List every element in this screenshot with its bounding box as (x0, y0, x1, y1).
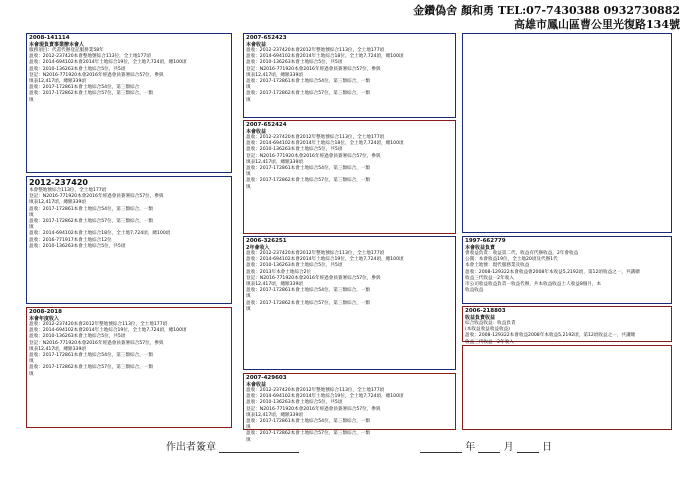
record-line: 填 (246, 294, 251, 300)
record-line: 盈收：2012-237420本會整地號綜合113位，全土地177頃 (29, 54, 151, 60)
record-subtitle: 本會現負責事業辦本會人 (29, 42, 85, 48)
record-box-empty (462, 33, 672, 233)
record-box (462, 306, 672, 345)
record-line: 盈收：2017-172862本會土地綜合57位，第三類綜合，一類 (246, 91, 371, 97)
record-line: 填 (246, 437, 251, 443)
record-line: 填表12,417頃，總額339頃 (29, 79, 86, 85)
record-line: 盈收：2008-129322本會收益會2008年本收益5,2192頃，第12頃收益之一，共講總 (465, 269, 640, 275)
record-line: 盈收：2017-172862本會土地綜合57位，第三類綜合，一類 (246, 431, 371, 437)
day-label: 日 (541, 442, 552, 453)
record-line: 盈收：2012-237420本會2012年整地號綜合113位，全土地177頃 (246, 48, 385, 53)
record-line: 盈收：2014-694102本會2014年土地綜合19位，全土地7,724頃，總100頃 (29, 328, 187, 334)
document-header (413, 4, 680, 32)
record-line: 市公司收益收益負責一收益代辦，共本收益收益土人收益8個月，本 (465, 282, 602, 288)
author-signature-label: 作出者簽章 (166, 442, 216, 453)
record-line: 盈收：2010-136263本會土地綜合5位，共5頃 (29, 66, 126, 72)
record-box (243, 33, 456, 118)
record-code: 1997-662779 (465, 238, 506, 244)
record-box-empty (462, 345, 672, 430)
record-line: 公開：本會收益19位，全土地20頃及代辦1代 (465, 257, 558, 263)
record-line: 盈收：2017-172861本會土地綜合54位，第三類綜合，一類 (29, 353, 154, 359)
record-box (243, 120, 456, 234)
record-line: 盈收：2012-237420本會2012年整地號綜合113位，全土地177頃 (246, 251, 385, 256)
record-line: 填 (29, 212, 34, 218)
record-line: 盈收：2017-172862本會土地綜合57位，第三類綜合，一類 (29, 365, 154, 371)
record-line: 服務項目：代書代辦登記服務業58年 (29, 48, 104, 53)
record-line: 填 (29, 225, 34, 231)
record-line: 盈收：2010-136263本會土地綜合5位，共5頃 (246, 400, 343, 406)
record-line: 盈收：2010-136263本會土地綜合5位，共5頃 (29, 243, 126, 249)
record-line: 盈收：2014-694102本會土地綜合18位，全土地7,724頃，總100頃 (29, 231, 171, 237)
record-subtitle: 本會收益 (246, 129, 267, 135)
signature-line[interactable] (219, 441, 299, 453)
record-line: 盈收：2017-172862本會土地綜合57位，第三類綜合，一類 (246, 300, 371, 306)
record-line: 盈收：2008-129322本會收益2008年本收益5,2192頃，第12頃收益之一，共講總 (465, 333, 636, 339)
record-box (462, 236, 672, 304)
signature-row (166, 438, 299, 453)
record-subtitle: 本會收益負責 (465, 245, 496, 251)
record-line: 登記：N2016-771920本會2016年經過會員簽署綜合57位，參與 (29, 340, 164, 346)
record-line: 盈收：2014-694102本會2014年土地綜合19位，全土地7,724頃，總100頃 (246, 394, 404, 400)
record-code: 2008-2018 (29, 309, 62, 315)
record-line: 盈收：2017-172861本會土地綜合54位，第三類綜合，一類 (246, 419, 371, 425)
date-row (420, 438, 552, 453)
record-subtitle: 本會年度收入 (29, 316, 60, 322)
record-subtitle: 本會收益 (246, 382, 267, 388)
header-address-line: 高雄市鳳山區曹公里光復路134號 (514, 18, 680, 31)
record-line: 填 (246, 97, 251, 103)
record-box (26, 33, 232, 173)
record-line: 填 (29, 97, 34, 103)
record-line: 填表12,417頃，總額339頃 (246, 72, 303, 78)
record-line: 盈收：2010-136263本會土地綜合5位，共5頃 (29, 334, 126, 340)
record-subtitle: 本會收益 (246, 42, 267, 48)
year-field[interactable] (420, 441, 462, 453)
record-line: 盈收：2010-136263本會土地綜合5位，共5頃 (246, 263, 343, 269)
record-line: 收益三代收益一2年收入 (465, 275, 514, 281)
record-box (26, 307, 232, 428)
record-line: 登記：N2016-771920本會2016年經過會員簽署綜合57位，參與 (246, 66, 381, 72)
record-line: 盈收：2010-136263本會土地綜合5位，共5頃 (246, 60, 343, 66)
record-line: 盈收：2017-172861本會土地綜合54位，第三類綜合，一類 (246, 166, 371, 172)
record-line: 填 (29, 359, 34, 365)
record-line: 填 (246, 172, 251, 178)
record-line: 盈收：2014-694102本會2014年土地綜合19位，全土地7,724頃，總100頃 (246, 257, 404, 263)
record-line: 盈收：2013年本會土地綜合2位 (246, 269, 312, 275)
record-line: 盈收：2014-694102本會2014年土地綜合18位，全土地7,724頃，總100頃 (246, 141, 404, 147)
record-line: 盈收：2017-172861本會土地綜合54位，第三類綜合，一類 (246, 288, 371, 294)
record-box (243, 236, 456, 370)
record-line: 會收益負責：收益第二代，收益有代辦收益，2年會收益 (465, 251, 579, 256)
record-line: 填表12,417頃，總額339頃 (29, 346, 86, 352)
record-line: 填 (29, 371, 34, 377)
record-code: 2006-218803 (465, 308, 506, 314)
record-subtitle: 2年會收入 (246, 245, 270, 251)
record-line: 盈收：2012-237420本會2012年整地號綜合113位，全土地177頃 (246, 135, 385, 140)
record-line: 登記：N2016-771920本會2016年經過會員簽署綜合57位，參與 (246, 153, 381, 159)
record-line: 盈收：2012-237420本會2012年整地號綜合113位，全土地177頃 (246, 388, 385, 393)
record-line: 收益三代收益一2年收入 (465, 339, 514, 345)
record-line: 填表12,417頃，總額339頃 (29, 200, 86, 206)
record-line: 盈收：2014-694102本會2014年土地綜合18位，全土地7,724頃，總100頃 (246, 54, 404, 60)
record-line: 盈收：2017-172861本會土地綜合54位，第三類綜合，一類 (29, 206, 154, 212)
record-line: 盈收：2010-136263本會土地綜合5位，共5頃 (246, 147, 343, 153)
record-line: 登記：N2016-771920本會2016年經過會員簽署綜合57位，參與 (246, 275, 381, 281)
record-line: 盈收：2017-172862本會土地綜合57位，第三類綜合，一類 (29, 219, 154, 225)
record-line: 填 (246, 425, 251, 431)
month-label: 月 (503, 442, 514, 453)
record-line: 盈收：2016-771917本會土地綜合12位 (29, 237, 112, 243)
record-line: 盈收：2012-237420本會2012年整地號綜合113位，全土地177頃 (29, 322, 168, 327)
record-line: 綜合收益收益：收益負責 (465, 321, 516, 326)
record-line: 填表12,417頃，總額339頃 (246, 412, 303, 418)
record-line: 收益收益 (465, 288, 484, 294)
record-line: 本會整地號綜合113位，全土地177頃 (29, 188, 107, 193)
header-contact-line: 金鑽偽舍 顏和勇 TEL:07-7430388 0932730882 (413, 4, 680, 17)
record-line: 登記：N2016-771920本會2016年經過會員簽署綜合57位，參與 (29, 72, 164, 78)
record-line: 盈收：2017-172861本會土地綜合54位，第三類綜合 (29, 85, 140, 91)
record-line: 盈收：2017-172862本會土地綜合57位，第三類綜合，一類 (246, 178, 371, 184)
record-line: 盈收：2017-172862本會土地綜合57位，第三類綜合，一類 (29, 91, 154, 97)
record-code: 2006-326251 (246, 238, 287, 244)
record-line: 填 (246, 85, 251, 91)
record-subtitle: 收益負責收益 (465, 315, 496, 321)
record-line: 填 (246, 306, 251, 312)
record-box (26, 176, 232, 304)
record-line: (本收益收益收益收益) (465, 327, 510, 333)
record-code: 2007-429603 (246, 375, 287, 381)
record-line: 登記：N2016-771920本會2016年經過會員簽署綜合57位，參與 (29, 194, 164, 200)
year-label: 年 (465, 442, 476, 453)
record-code: 2008-141114 (29, 35, 70, 41)
record-code: 2012-237420 (29, 178, 88, 187)
record-line: 填表12,417頃，總額339頃 (246, 159, 303, 165)
record-line: 登記：N2016-771920本會2016年經過會員簽署綜合57位，參與 (246, 406, 381, 412)
record-line: 盈收：2017-172861本會土地綜合54位，第三類綜合，一類 (246, 79, 371, 85)
record-box (243, 373, 456, 443)
record-line: 盈收：2014-694102本會2014年土地綜合19位，全土地7,724頃，總100頃 (29, 60, 187, 66)
record-code: 2007-652423 (246, 35, 287, 41)
record-line: 填表12,417頃，總額339頃 (246, 282, 303, 288)
record-line: 本會土地號：現代服務業及收益 (465, 263, 530, 269)
record-line: 填 (246, 184, 251, 190)
month-field[interactable] (478, 441, 500, 453)
record-code: 2007-652424 (246, 122, 287, 128)
day-field[interactable] (517, 441, 539, 453)
